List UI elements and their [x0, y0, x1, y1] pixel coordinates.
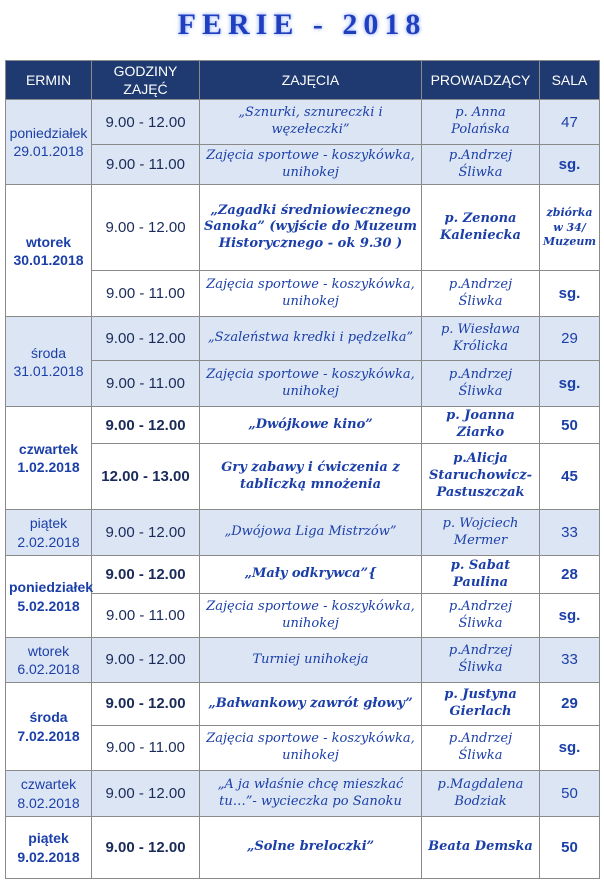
room-cell: zbiórka w 34/ Muzeum: [540, 185, 600, 271]
day-cell: piątek 9.02.2018: [6, 817, 92, 879]
leader-cell: p. Wiesława Królicka: [422, 317, 540, 361]
hours-cell: 9.00 - 12.00: [92, 510, 200, 556]
activity-cell: „Solne breloczki”: [200, 817, 422, 879]
day-cell: poniedziałek 5.02.2018: [6, 556, 92, 638]
table-row: [6, 556, 600, 594]
hours-cell: 9.00 - 11.00: [92, 145, 200, 185]
activity-cell: „Zagadki średniowiecznego Sanoka” (wyjście do Muzeum Historycznego - ok 9.30 ): [200, 185, 422, 271]
table-row: [6, 638, 600, 683]
header-hours: GODZINY ZAJĘĆ: [92, 61, 200, 100]
hours-cell: 9.00 - 12.00: [92, 771, 200, 817]
table-row: [6, 407, 600, 444]
header-leader: PROWADZĄCY: [422, 61, 540, 100]
room-cell: sg.: [540, 726, 600, 771]
activity-cell: „Szaleństwa kredki i pędzelka”: [200, 317, 422, 361]
header-day: ERMIN: [6, 61, 92, 100]
hours-cell: 9.00 - 12.00: [92, 185, 200, 271]
leader-cell: p. Joanna Ziarko: [422, 407, 540, 444]
room-cell: 50: [540, 817, 600, 879]
room-cell: 45: [540, 444, 600, 510]
day-cell: środa 31.01.2018: [6, 317, 92, 407]
header-room: SALA: [540, 61, 600, 100]
day-cell: piątek 2.02.2018: [6, 510, 92, 556]
activity-cell: „A ja właśnie chcę mieszkać tu…”- wycieczka po Sanoku: [200, 771, 422, 817]
hours-cell: 12.00 - 13.00: [92, 444, 200, 510]
room-cell: 50: [540, 407, 600, 444]
table-row: [6, 726, 600, 771]
activity-cell: Turniej unihokeja: [200, 638, 422, 683]
room-cell: 29: [540, 683, 600, 726]
leader-cell: p. Wojciech Mermer: [422, 510, 540, 556]
schedule-table: [5, 60, 600, 879]
room-cell: 28: [540, 556, 600, 594]
leader-cell: p.Andrzej Śliwka: [422, 145, 540, 185]
leader-cell: p.Andrzej Śliwka: [422, 594, 540, 638]
table-row: [6, 100, 600, 145]
room-cell: 29: [540, 317, 600, 361]
room-cell: 33: [540, 510, 600, 556]
day-cell: poniedziałek 29.01.2018: [6, 100, 92, 185]
hours-cell: 9.00 - 12.00: [92, 638, 200, 683]
hours-cell: 9.00 - 11.00: [92, 594, 200, 638]
hours-cell: 9.00 - 12.00: [92, 817, 200, 879]
room-cell: sg.: [540, 594, 600, 638]
table-row: [6, 317, 600, 361]
table-row: [6, 271, 600, 317]
hours-cell: 9.00 - 12.00: [92, 100, 200, 145]
activity-cell: Zajęcia sportowe - koszykówka, unihokej: [200, 726, 422, 771]
header-activity: ZAJĘCIA: [200, 61, 422, 100]
room-cell: sg.: [540, 361, 600, 407]
hours-cell: 9.00 - 11.00: [92, 361, 200, 407]
leader-cell: p.Andrzej Śliwka: [422, 271, 540, 317]
activity-cell: Zajęcia sportowe - koszykówka, unihokej: [200, 361, 422, 407]
room-cell: sg.: [540, 145, 600, 185]
day-cell: środa 7.02.2018: [6, 683, 92, 771]
activity-cell: Gry zabawy i ćwiczenia z tabliczką mnożenia: [200, 444, 422, 510]
leader-cell: p. Zenona Kaleniecka: [422, 185, 540, 271]
day-cell: czwartek 1.02.2018: [6, 407, 92, 510]
hours-cell: 9.00 - 11.00: [92, 726, 200, 771]
page-title: FERIE - 2018: [177, 8, 427, 41]
room-cell: 50: [540, 771, 600, 817]
leader-cell: p.Magdalena Bodziak: [422, 771, 540, 817]
leader-cell: p. Sabat Paulina: [422, 556, 540, 594]
table-row: [6, 683, 600, 726]
hours-cell: 9.00 - 12.00: [92, 683, 200, 726]
room-cell: 47: [540, 100, 600, 145]
table-row: [6, 145, 600, 185]
activity-cell: „Sznurki, sznureczki i węzełeczki”: [200, 100, 422, 145]
hours-cell: 9.00 - 12.00: [92, 556, 200, 594]
table-row: [6, 771, 600, 817]
table-row: [6, 361, 600, 407]
table-row: [6, 510, 600, 556]
activity-cell: Zajęcia sportowe - koszykówka, unihokej: [200, 271, 422, 317]
leader-cell: p.Alicja Staruchowicz-Pastuszczak: [422, 444, 540, 510]
header-row: [6, 61, 600, 100]
table-row: [6, 444, 600, 510]
leader-cell: p.Andrzej Śliwka: [422, 726, 540, 771]
leader-cell: Beata Demska: [422, 817, 540, 879]
day-cell: czwartek 8.02.2018: [6, 771, 92, 817]
leader-cell: p.Andrzej Śliwka: [422, 638, 540, 683]
table-row: [6, 817, 600, 879]
activity-cell: „Dwójkowe kino”: [200, 407, 422, 444]
activity-cell: „Mały odkrywca”{: [200, 556, 422, 594]
leader-cell: p. Justyna Gierlach: [422, 683, 540, 726]
activity-cell: „Dwójowa Liga Mistrzów”: [200, 510, 422, 556]
hours-cell: 9.00 - 12.00: [92, 317, 200, 361]
table-row: [6, 185, 600, 271]
room-cell: sg.: [540, 271, 600, 317]
activity-cell: „Bałwankowy zawrót głowy”: [200, 683, 422, 726]
room-cell: 33: [540, 638, 600, 683]
day-cell: wtorek 30.01.2018: [6, 185, 92, 317]
leader-cell: p.Andrzej Śliwka: [422, 361, 540, 407]
day-cell: wtorek 6.02.2018: [6, 638, 92, 683]
hours-cell: 9.00 - 11.00: [92, 271, 200, 317]
activity-cell: Zajęcia sportowe - koszykówka, unihokej: [200, 145, 422, 185]
activity-cell: Zajęcia sportowe - koszykówka, unihokej: [200, 594, 422, 638]
table-row: [6, 594, 600, 638]
hours-cell: 9.00 - 12.00: [92, 407, 200, 444]
leader-cell: p. Anna Polańska: [422, 100, 540, 145]
